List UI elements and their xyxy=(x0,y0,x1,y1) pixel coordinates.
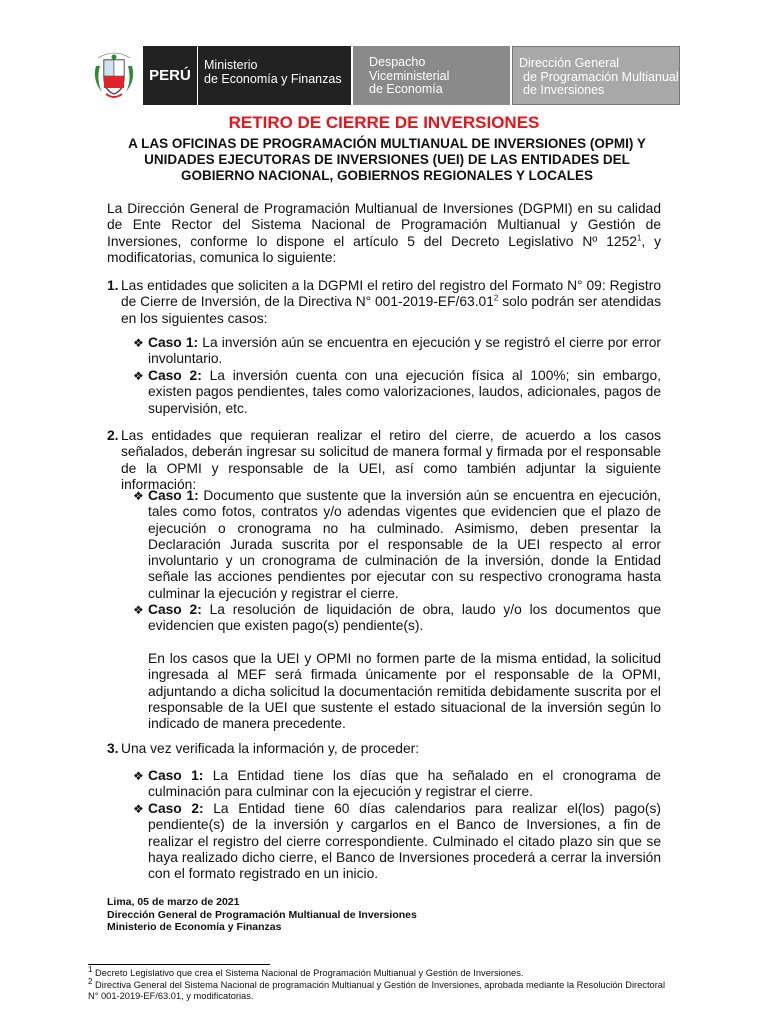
item-2-note: En los casos que la UEI y OPMI no formen parte de la misma entidad, la solicitud ingresada al MEF será firmada únicamente por el responsable de la OPMI, adjuntando a dicha solicitud la documentación remitida debidamente suscrita por el responsable de la UEI que sustente el estado situacional de la inversión según lo indicado de manera precedente. xyxy=(148,651,661,732)
item-text: Las entidades que requieran realizar el retiro del cierre, de acuerdo a los casos señalados, deberán ingresar su solicitud de manera formal y firmada por el responsable de la OPMI y responsable de la UEI, así como también adjuntar la siguiente información: xyxy=(121,428,661,492)
ministerio-line-1: Ministerio xyxy=(204,58,258,72)
peru-label xyxy=(143,46,197,105)
case-label: Caso 2: xyxy=(148,368,202,383)
case-item xyxy=(133,335,661,368)
direccion-line-1: Dirección General xyxy=(519,56,620,70)
intro-text-end: , y modificatorias, comunica lo siguiente: xyxy=(107,233,661,265)
item-number: 3. xyxy=(107,741,119,756)
ministerio-block xyxy=(198,46,351,105)
case-text: Documento que sustente que la inversión aún se encuentra en ejecución, tales como fotos, contratos y/o adendas vigentes que evidencien que el plazo de ejecución o cronograma no ha culminado. Asimismo, deben presentar la Declaración Jurada suscrita por el responsable de la UEI respecto al error involuntario y un cronograma de culminación de la inversión, donde la Entidad señale las acciones pendientes por ejecutar con su respectivo cronograma hasta culminar la ejecución y registrar el cierre. xyxy=(148,488,662,601)
direccion-line-3: de Inversiones xyxy=(523,83,605,97)
case-text: La inversión cuenta con una ejecución física al 100%; sin embargo, existen pagos pendientes, tales como valorizaciones, laudos, adicionales, pagos de supervisión, etc. xyxy=(148,368,661,416)
footnote-ref-1: 1 xyxy=(636,233,642,242)
despacho-line-2: Viceministerial xyxy=(369,68,450,83)
direccion-block xyxy=(512,46,680,105)
despacho-line-3: de Economía xyxy=(369,82,443,96)
footnote-2 xyxy=(88,976,678,1002)
footnote-text: Decreto Legislativo que crea el Sistema Nacional de Programación Multianual y Gestión de Inversiones. xyxy=(92,968,524,978)
case-label: Caso 1: xyxy=(148,488,199,503)
footnote-mark: 2 xyxy=(88,976,93,986)
intro-text: La Dirección General de Programación Multianual de Inversiones (DGPMI) en su calidad de Ente Rector del Sistema Nacional de Programación Multianual y Gestión de Inversiones, conforme lo dispone el artículo 5 del Decreto Legislativo Nº 1252 xyxy=(107,201,661,249)
case-item xyxy=(133,801,661,882)
ministerio-line-2: de Economía y Finanzas xyxy=(204,71,342,86)
signature-office: Dirección General de Programación Multianual de Inversiones xyxy=(107,908,417,921)
signature-ministry: Ministerio de Economía y Finanzas xyxy=(107,921,282,933)
item-text-end: solo podrán ser atendidas en los siguientes casos: xyxy=(121,294,661,326)
intro-paragraph xyxy=(107,201,661,266)
footnote-ref-2: 2 xyxy=(493,293,499,303)
list-item-1 xyxy=(107,278,661,327)
case-item xyxy=(133,368,661,417)
diamond-bullet-icon: ❖ xyxy=(133,802,144,816)
despacho-block xyxy=(353,46,510,105)
case-item xyxy=(133,488,661,602)
case-label: Caso 1: xyxy=(148,335,199,350)
footnote-mark: 1 xyxy=(88,964,93,974)
list-item-2 xyxy=(107,428,661,493)
item-text: Las entidades que soliciten a la DGPMI el retiro del registro del Formato N° 09: Registro de Cierre de Inversión, de la Directiva N° 001-2019-EF/63.01 xyxy=(121,278,661,310)
case-item xyxy=(133,602,661,635)
case-text: La Entidad tiene los días que ha señalado en el cronograma de culminación para culminar con la ejecución y registrar el cierre. xyxy=(148,768,661,800)
footnote-1 xyxy=(88,964,678,979)
despacho-line-1: Despacho xyxy=(369,55,426,69)
peru-coat-of-arms-logo xyxy=(88,46,140,104)
case-label: Caso 2: xyxy=(148,801,204,816)
footnote-text: Directiva General del Sistema Nacional de programación Multianual y Gestión de Inversiones, aprobada mediante la Resolución Directoral N° 001-2019-EF/63.01, y modificatorias. xyxy=(88,980,666,1001)
case-label: Caso 1: xyxy=(148,768,204,783)
case-text: La Entidad tiene 60 días calendarios para realizar el(los) pago(s) pendiente(s) de la inversión y cargarlos en el Banco de Inversiones, a fin de realizar el registro del cierre correspondiente. Culminado el citado plazo sin que se haya realizado dicho cierre, el Banco de Inversiones procederá a cerrar la inversión con el formato registrado en un inicio. xyxy=(148,801,661,882)
diamond-bullet-icon: ❖ xyxy=(133,489,144,503)
case-text: La inversión aún se encuentra en ejecución y se registró el cierre por error involuntario. xyxy=(148,335,662,367)
direccion-line-2: de Programación Multianual xyxy=(523,69,679,84)
document-title: RETIRO DE CIERRE DE INVERSIONES xyxy=(228,113,540,132)
case-item xyxy=(133,768,661,801)
footnote-divider xyxy=(88,964,270,965)
diamond-bullet-icon: ❖ xyxy=(133,336,144,350)
case-text: La resolución de liquidación de obra, laudo y/o los documentos que evidencien que existen pago(s) pendiente(s). xyxy=(148,602,661,634)
item-number: 2. xyxy=(107,428,119,443)
peru-text: PERÚ xyxy=(149,66,191,84)
signature-date: Lima, 05 de marzo de 2021 xyxy=(107,896,240,908)
item-number: 1. xyxy=(107,278,119,293)
item-text: Una vez verificada la información y, de proceder: xyxy=(121,741,420,756)
signature-block xyxy=(107,896,417,934)
diamond-bullet-icon: ❖ xyxy=(133,369,144,383)
diamond-bullet-icon: ❖ xyxy=(133,769,144,783)
diamond-bullet-icon: ❖ xyxy=(133,603,144,617)
document-subtitle: A LAS OFICINAS DE PROGRAMACIÓN MULTIANUAL DE INVERSIONES (OPMI) Y UNIDADES EJECUTORAS DE INVERSIONES (UEI) DE LAS ENTIDADES DEL GOBIERNO NACIONAL, GOBIERNOS REGIONALES Y LOCALES xyxy=(128,136,646,183)
case-label: Caso 2: xyxy=(148,602,202,617)
list-item-3 xyxy=(107,741,661,757)
